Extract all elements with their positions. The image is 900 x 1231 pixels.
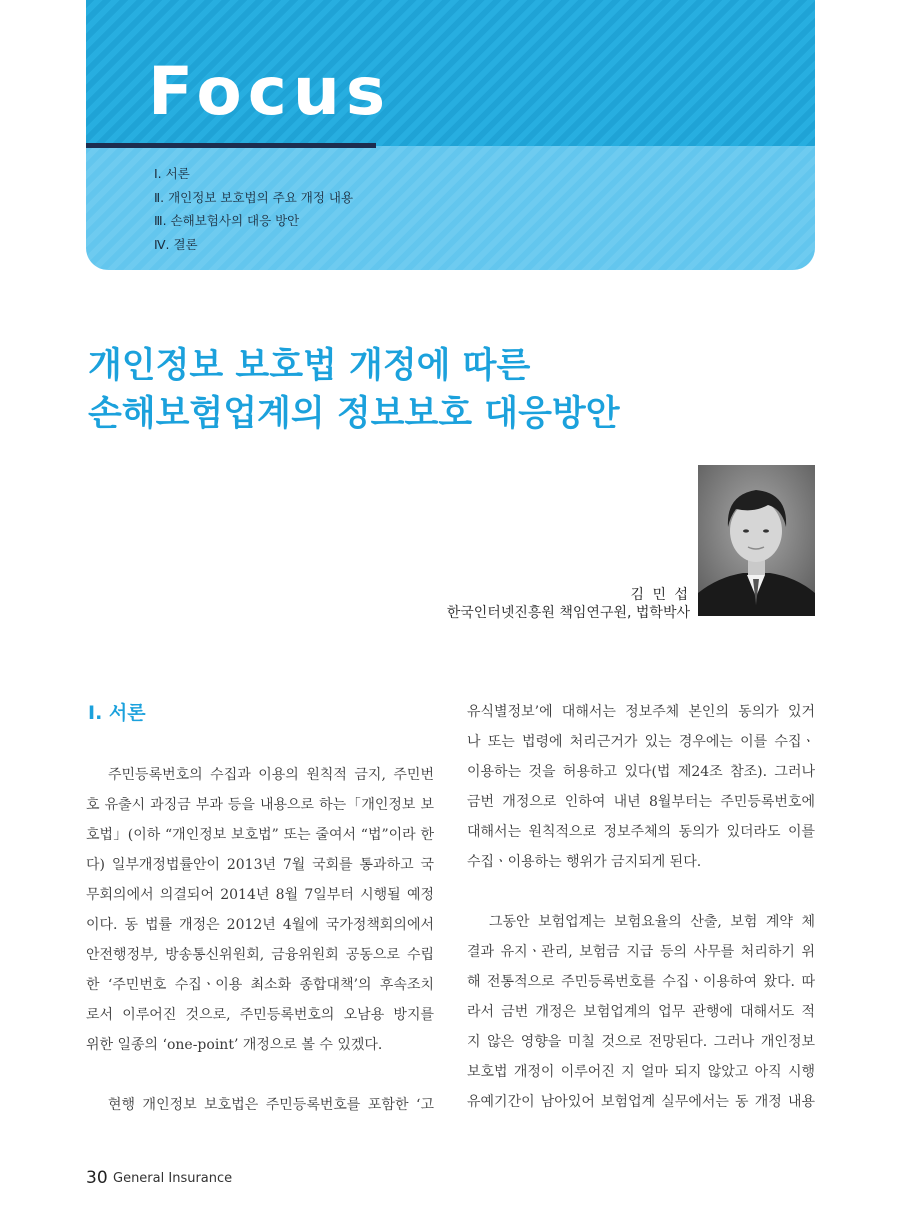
article-title-line-1: 개인정보 보호법 개정에 따른 bbox=[88, 346, 531, 386]
body-line: 결과 유지ㆍ관리, 보험금 지급 등의 사무를 처리하기 위 bbox=[467, 944, 815, 960]
body-line: 무회의에서 의결되어 2014년 8월 7일부터 시행될 예정 bbox=[86, 887, 434, 903]
publication-name: General Insurance bbox=[113, 1171, 233, 1186]
body-line: 대해서는 원칙적으로 정보주체의 동의가 있더라도 이를 bbox=[467, 824, 815, 840]
body-line: 지 않은 영향을 미칠 것으로 전망된다. 그러나 개인정보 bbox=[467, 1034, 815, 1050]
body-line: 주민등록번호의 수집과 이용의 원칙적 금지, 주민번 bbox=[108, 767, 434, 783]
body-line: 해 전통적으로 주민등록번호를 수집ㆍ이용하여 왔다. 따 bbox=[467, 974, 815, 990]
body-line: 로서 이루어진 것으로, 주민등록번호의 오남용 방지를 bbox=[86, 1007, 434, 1023]
article-title-line-2: 손해보험업계의 정보보호 대응방안 bbox=[88, 394, 620, 434]
article-title bbox=[88, 342, 620, 438]
author-affiliation: 한국인터넷진흥원 책임연구원, 법학박사 bbox=[446, 605, 690, 621]
toc-item: Ⅰ. 서론 bbox=[154, 166, 190, 181]
body-line: 이다. 동 법률 개정은 2012년 4월에 국가정책회의에서 bbox=[86, 917, 434, 933]
table-of-contents bbox=[154, 162, 353, 256]
author-name: 김 민 섭 bbox=[630, 587, 690, 603]
toc-item: Ⅲ. 손해보험사의 대응 방안 bbox=[154, 213, 300, 228]
body-line: 보호법 개정이 이루어진 지 얼마 되지 않았고 아직 시행 bbox=[467, 1064, 815, 1080]
body-line: 이용하는 것을 허용하고 있다(법 제24조 참조). 그러나 bbox=[467, 764, 815, 780]
body-line: 수집ㆍ이용하는 행위가 금지되게 된다. bbox=[467, 854, 702, 870]
body-line: 라서 금번 개정은 보험업계의 업무 관행에 대해서도 적 bbox=[467, 1004, 815, 1020]
body-line: 위한 일종의 ‘one-point’ 개정으로 볼 수 있겠다. bbox=[86, 1037, 383, 1053]
body-line: 유예기간이 남아있어 보험업계 실무에서는 동 개정 내용 bbox=[467, 1094, 815, 1110]
body-line: 현행 개인정보 보호법은 주민등록번호를 포함한 ‘고 bbox=[108, 1097, 434, 1113]
body-line: 유식별정보’에 대해서는 정보주체 본인의 동의가 있거 bbox=[467, 704, 815, 720]
left-column bbox=[86, 760, 434, 1120]
author-photo bbox=[698, 465, 815, 616]
body-line: 나 또는 법령에 처리근거가 있는 경우에는 이를 수집ㆍ bbox=[467, 734, 815, 750]
toc-item: Ⅳ. 결론 bbox=[154, 236, 198, 252]
body-line: 다) 일부개정법률안이 2013년 7월 국회를 통과하고 국 bbox=[86, 857, 434, 873]
body-line: 한 ‘주민번호 수집ㆍ이용 최소화 종합대책’의 후속조치 bbox=[86, 977, 434, 993]
author-portrait-image bbox=[698, 465, 815, 616]
toc-item: Ⅱ. 개인정보 보호법의 주요 개정 내용 bbox=[154, 189, 354, 205]
body-line: 호법」(이하 “개인정보 보호법” 또는 줄여서 “법”이라 한 bbox=[86, 827, 434, 843]
right-column bbox=[467, 697, 815, 1117]
focus-banner bbox=[86, 0, 815, 270]
body-line: 호 유출시 과징금 부과 등을 내용으로 하는「개인정보 보 bbox=[86, 797, 434, 813]
page-number: 30 bbox=[86, 1168, 108, 1188]
body-line: 금번 개정으로 인하여 내년 8월부터는 주민등록번호에 bbox=[467, 794, 815, 810]
focus-underline-rule bbox=[86, 143, 376, 148]
body-line: 안전행정부, 방송통신위원회, 금융위원회 공동으로 수립 bbox=[86, 947, 434, 963]
focus-label: Focus bbox=[148, 53, 392, 130]
body-line: 그동안 보험업계는 보험요율의 산출, 보험 계약 체 bbox=[489, 914, 815, 930]
section-heading: Ⅰ. 서론 bbox=[88, 702, 146, 724]
